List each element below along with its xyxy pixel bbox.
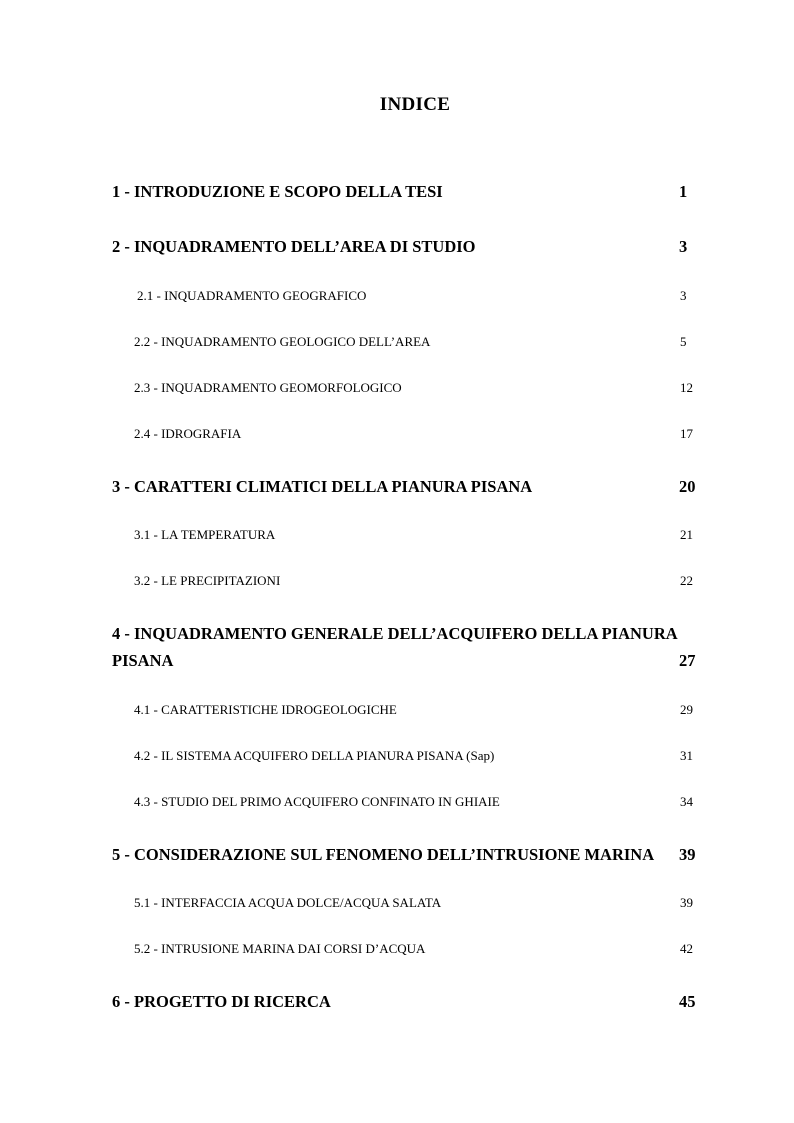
toc-chapter-4-line1 bbox=[0, 622, 794, 646]
toc-entry-page: 42 bbox=[680, 941, 693, 956]
toc-entry-label: 4 - INQUADRAMENTO GENERALE DELL’ACQUIFERO DELLA PIANURA bbox=[112, 624, 678, 643]
toc-entry-label: 6 - PROGETTO DI RICERCA bbox=[112, 992, 331, 1011]
toc-section-5-1 bbox=[0, 891, 794, 915]
toc-entry-label: 2 - INQUADRAMENTO DELL’AREA DI STUDIO bbox=[112, 237, 476, 256]
toc-chapter-6 bbox=[0, 990, 794, 1014]
toc-entry-page: 17 bbox=[680, 426, 693, 441]
toc-entry-page: 45 bbox=[679, 992, 696, 1011]
toc-section-4-2 bbox=[0, 744, 794, 768]
toc-section-3-2 bbox=[0, 569, 794, 593]
toc-entry-page: 20 bbox=[679, 477, 696, 496]
toc-chapter-5 bbox=[0, 843, 794, 867]
toc-entry-page: 29 bbox=[680, 702, 693, 717]
toc-entry-label: 3.1 - LA TEMPERATURA bbox=[134, 527, 276, 542]
page-title: INDICE bbox=[379, 94, 451, 115]
toc-entry-label: 2.4 - IDROGRAFIA bbox=[134, 426, 242, 441]
toc-entry-page: 34 bbox=[680, 794, 693, 809]
toc-section-4-3 bbox=[0, 790, 794, 814]
toc-entry-page: 3 bbox=[680, 288, 687, 303]
toc-chapter-4-line2 bbox=[0, 649, 794, 673]
toc-entry-label: 5 - CONSIDERAZIONE SUL FENOMENO DELL’INTRUSIONE MARINA bbox=[112, 845, 655, 864]
toc-section-2-2 bbox=[0, 330, 794, 354]
toc-entry-page: 3 bbox=[679, 237, 688, 256]
toc-entry-page: 39 bbox=[680, 895, 693, 910]
toc-entry-page: 31 bbox=[680, 748, 693, 763]
toc-entry-label: 4.2 - IL SISTEMA ACQUIFERO DELLA PIANURA PISANA (Sap) bbox=[134, 748, 495, 763]
toc-section-2-1 bbox=[0, 284, 794, 308]
toc-section-4-1 bbox=[0, 698, 794, 722]
toc-section-2-3 bbox=[0, 376, 794, 400]
toc-entry-page: 21 bbox=[680, 527, 693, 542]
toc-entry-label: PISANA bbox=[112, 651, 174, 670]
toc-entry-page: 27 bbox=[679, 651, 696, 670]
toc-entry-label: 3 - CARATTERI CLIMATICI DELLA PIANURA PISANA bbox=[112, 477, 533, 496]
toc-entry-label: 2.3 - INQUADRAMENTO GEOMORFOLOGICO bbox=[134, 380, 402, 395]
toc-chapter-1 bbox=[0, 180, 794, 204]
toc-entry-label: 1 - INTRODUZIONE E SCOPO DELLA TESI bbox=[112, 182, 443, 201]
toc-section-5-2 bbox=[0, 937, 794, 961]
toc-entry-page: 39 bbox=[679, 845, 696, 864]
toc-entry-label: 2.1 - INQUADRAMENTO GEOGRAFICO bbox=[137, 288, 367, 303]
toc-chapter-2 bbox=[0, 235, 794, 259]
toc-chapter-3 bbox=[0, 475, 794, 499]
toc-section-3-1 bbox=[0, 523, 794, 547]
toc-entry-page: 5 bbox=[680, 334, 687, 349]
toc-section-2-4 bbox=[0, 422, 794, 446]
toc-entry-label: 3.2 - LE PRECIPITAZIONI bbox=[134, 573, 281, 588]
toc-entry-page: 12 bbox=[680, 380, 693, 395]
toc-entry-label: 4.1 - CARATTERISTICHE IDROGEOLOGICHE bbox=[134, 702, 397, 717]
toc-entry-page: 22 bbox=[680, 573, 693, 588]
toc-entry-label: 4.3 - STUDIO DEL PRIMO ACQUIFERO CONFINATO IN GHIAIE bbox=[134, 794, 500, 809]
toc-entry-label: 2.2 - INQUADRAMENTO GEOLOGICO DELL’AREA bbox=[134, 334, 431, 349]
toc-entry-label: 5.2 - INTRUSIONE MARINA DAI CORSI D’ACQUA bbox=[134, 941, 426, 956]
toc-entry-label: 5.1 - INTERFACCIA ACQUA DOLCE/ACQUA SALATA bbox=[134, 895, 442, 910]
toc-entry-page: 1 bbox=[679, 182, 688, 201]
